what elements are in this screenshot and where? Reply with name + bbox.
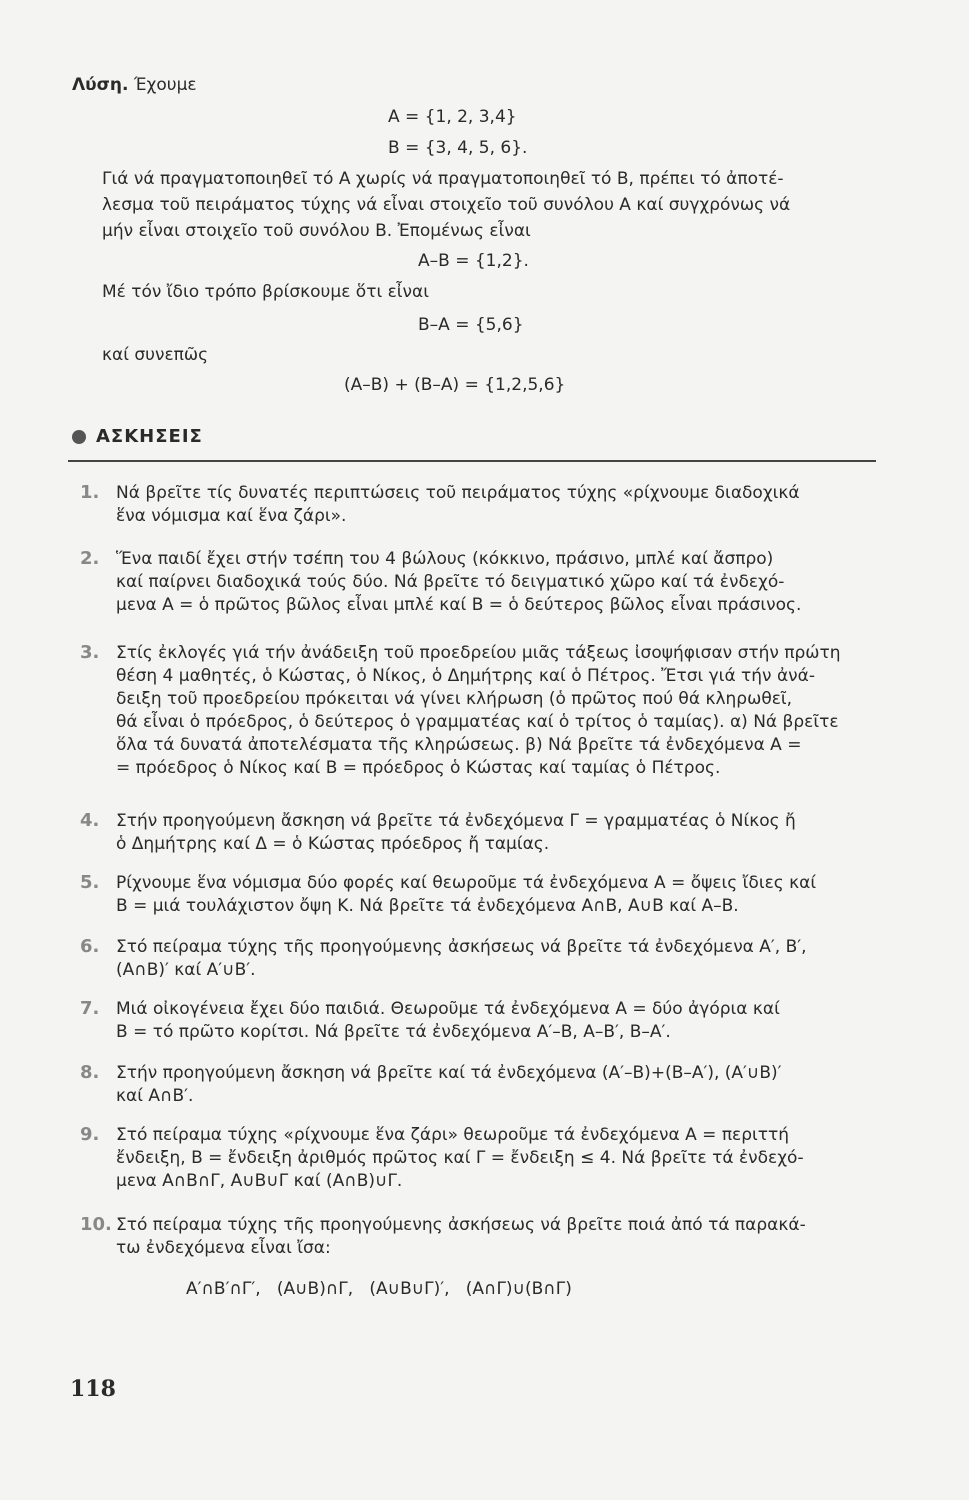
exercise-line: καί παίρνει διαδοχικά τούς δύο. Νά βρεῖτε τό δειγματικό χῶρο καί τά ἐνδεχό- [116,572,785,592]
section-bullet-icon [72,430,86,444]
solution-paragraph-line: λεσμα τοῦ πειράματος τύχης νά εἶναι στοιχεῖο τοῦ συνόλου A καί συγχρόνως νά [102,195,791,215]
exercise-line: Στήν προηγούμενη ἄσκηση νά βρεῖτε καί τά ἐνδεχόμενα (A′–B)+(B–A′), (A′∪B)′ [116,1063,782,1083]
exercise-number: 8. [80,1062,100,1083]
exercise-line: Στό πείραμα τύχης «ρίχνουμε ἕνα ζάρι» θεωροῦμε τά ἐνδεχόμενα A = περιττή [116,1125,790,1145]
solution-paragraph-line: καί συνεπῶς [102,345,209,365]
exercise-item [68,642,880,780]
exercise-line: Στό πείραμα τύχης τῆς προηγούμενης ἀσκήσεως νά βρεῖτε ποιά ἀπό τά παρακά- [116,1215,806,1235]
exercise-item [68,936,880,982]
exercise-line: ἔνδειξη, B = ἔνδειξη ἀριθμός πρῶτος καί Γ = ἔνδειξη ≤ 4. Νά βρεῖτε τά ἐνδεχό- [116,1148,804,1168]
exercise-line: Στήν προηγούμενη ἄσκηση νά βρεῖτε τά ἐνδεχόμενα Γ = γραμματέας ὁ Νίκος ἤ [116,811,796,831]
exercise-line: καί A∩B′. [116,1086,194,1106]
exercise-line: Νά βρεῖτε τίς δυνατές περιπτώσεις τοῦ πειράματος τύχης «ρίχνουμε διαδοχικά [116,483,800,503]
equation-union: (A–B) + (B–A) = {1,2,5,6} [344,375,566,395]
exercise-item [68,998,880,1044]
exercise-number: 1. [80,482,100,503]
exercise-line: τω ἐνδεχόμενα εἶναι ἴσα: [116,1238,331,1258]
solution-paragraph-line: μήν εἶναι στοιχεῖο τοῦ συνόλου B. Ἐπομένως εἶναι [102,221,531,241]
exercise-line: ἕνα νόμισμα καί ἕνα ζάρι». [116,506,347,526]
exercise-line: B = τό πρῶτο κορίτσι. Νά βρεῖτε τά ἐνδεχόμενα A′–B, A–B′, B–A′. [116,1022,671,1042]
exercise-item [68,548,880,617]
section-title: ΑΣΚΗΣΕΙΣ [96,426,203,447]
equation-a-minus-b: A–B = {1,2}. [418,251,529,271]
exercise-line: μενα A∩B∩Γ, A∪B∪Γ καί (A∩B)∪Γ. [116,1171,403,1191]
solution-intro-text: Έχουμε [133,75,197,95]
exercise-line: θέση 4 μαθητές, ὁ Κώστας, ὁ Νίκος, ὁ Δημήτρης καί ὁ Πέτρος. Ἔτσι γιά τήν ἀνά- [116,666,816,686]
exercise-item [68,1062,880,1108]
exercise-number: 5. [80,872,100,893]
exercise-item [68,1214,880,1260]
exercise-line: Ἕνα παιδί ἔχει στήν τσέπη του 4 βώλους (κόκκινο, πράσινο, μπλέ καί ἄσπρο) [116,549,774,569]
exercise-item [68,482,880,528]
exercise-number: 2. [80,548,100,569]
exercise-line: Ρίχνουμε ἕνα νόμισμα δύο φορές καί θεωροῦμε τά ἐνδεχόμενα A = ὄψεις ἴδιες καί [116,873,817,893]
solution-label: Λύση. [72,75,129,95]
exercise-number: 6. [80,936,100,957]
exercise-line: Στό πείραμα τύχης τῆς προηγούμενης ἀσκήσεως νά βρεῖτε τά ἐνδεχόμενα A′, B′, [116,937,807,957]
exercise-line: Στίς ἐκλογές γιά τήν ἀνάδειξη τοῦ προεδρείου μιᾶς τάξεως ἰσοψήφισαν στήν πρώτη [116,643,841,663]
exercise-line: Μιά οἰκογένεια ἔχει δύο παιδιά. Θεωροῦμε τά ἐνδεχόμενα A = δύο ἀγόρια καί [116,999,780,1019]
exercise-number: 10. [80,1214,112,1235]
exercise-line: B = μιά τουλάχιστον ὄψη K. Νά βρεῖτε τά ἐνδεχόμενα A∩B, A∪B καί A–B. [116,896,739,916]
solution-intro [72,74,197,96]
section-divider [68,460,876,462]
exercise-line: θά εἶναι ὁ πρόεδρος, ὁ δεύτερος ὁ γραμματέας καί ὁ τρίτος ὁ ταμίας). α) Νά βρεῖτε [116,712,839,732]
exercise-number: 3. [80,642,100,663]
solution-paragraph-line: Μέ τόν ἴδιο τρόπο βρίσκουμε ὅτι εἶναι [102,282,429,302]
set-b-definition: B = {3, 4, 5, 6}. [388,138,528,158]
solution-paragraph-line: Γιά νά πραγματοποιηθεῖ τό A χωρίς νά πραγματοποιηθεῖ τό B, πρέπει τό ἀποτέ- [102,169,784,189]
exercise-line: ὅλα τά δυνατά ἀποτελέσματα τῆς κληρώσεως. β) Νά βρεῖτε τά ἐνδεχόμενα A = [116,735,802,755]
exercise-line: μενα A = ὁ πρῶτος βῶλος εἶναι μπλέ καί B = ὁ δεύτερος βῶλος εἶναι πράσινος. [116,595,802,615]
exercise-line: δειξη τοῦ προεδρείου πρόκειται νά γίνει κλήρωση (ὁ πρῶτος πού θά κληρωθεῖ, [116,689,793,709]
exercise-item [68,872,880,918]
exercise-line: ὁ Δημήτρης καί Δ = ὁ Κώστας πρόεδρος ἤ ταμίας. [116,834,550,854]
exercise-item [68,810,880,856]
exercise-number: 9. [80,1124,100,1145]
page-number: 118 [70,1376,116,1402]
final-expression: A′∩B′∩Γ′, (A∪B)∩Γ, (A∪B∪Γ)′, (A∩Γ)∪(B∩Γ) [186,1279,572,1299]
exercise-number: 7. [80,998,100,1019]
exercise-number: 4. [80,810,100,831]
exercise-item [68,1124,880,1193]
equation-b-minus-a: B–A = {5,6} [418,315,524,335]
exercise-line: = πρόεδρος ὁ Νίκος καί B = πρόεδρος ὁ Κώστας καί ταμίας ὁ Πέτρος. [116,758,721,778]
exercise-line: (A∩B)′ καί A′∪B′. [116,960,256,980]
set-a-definition: A = {1, 2, 3,4} [388,107,517,127]
